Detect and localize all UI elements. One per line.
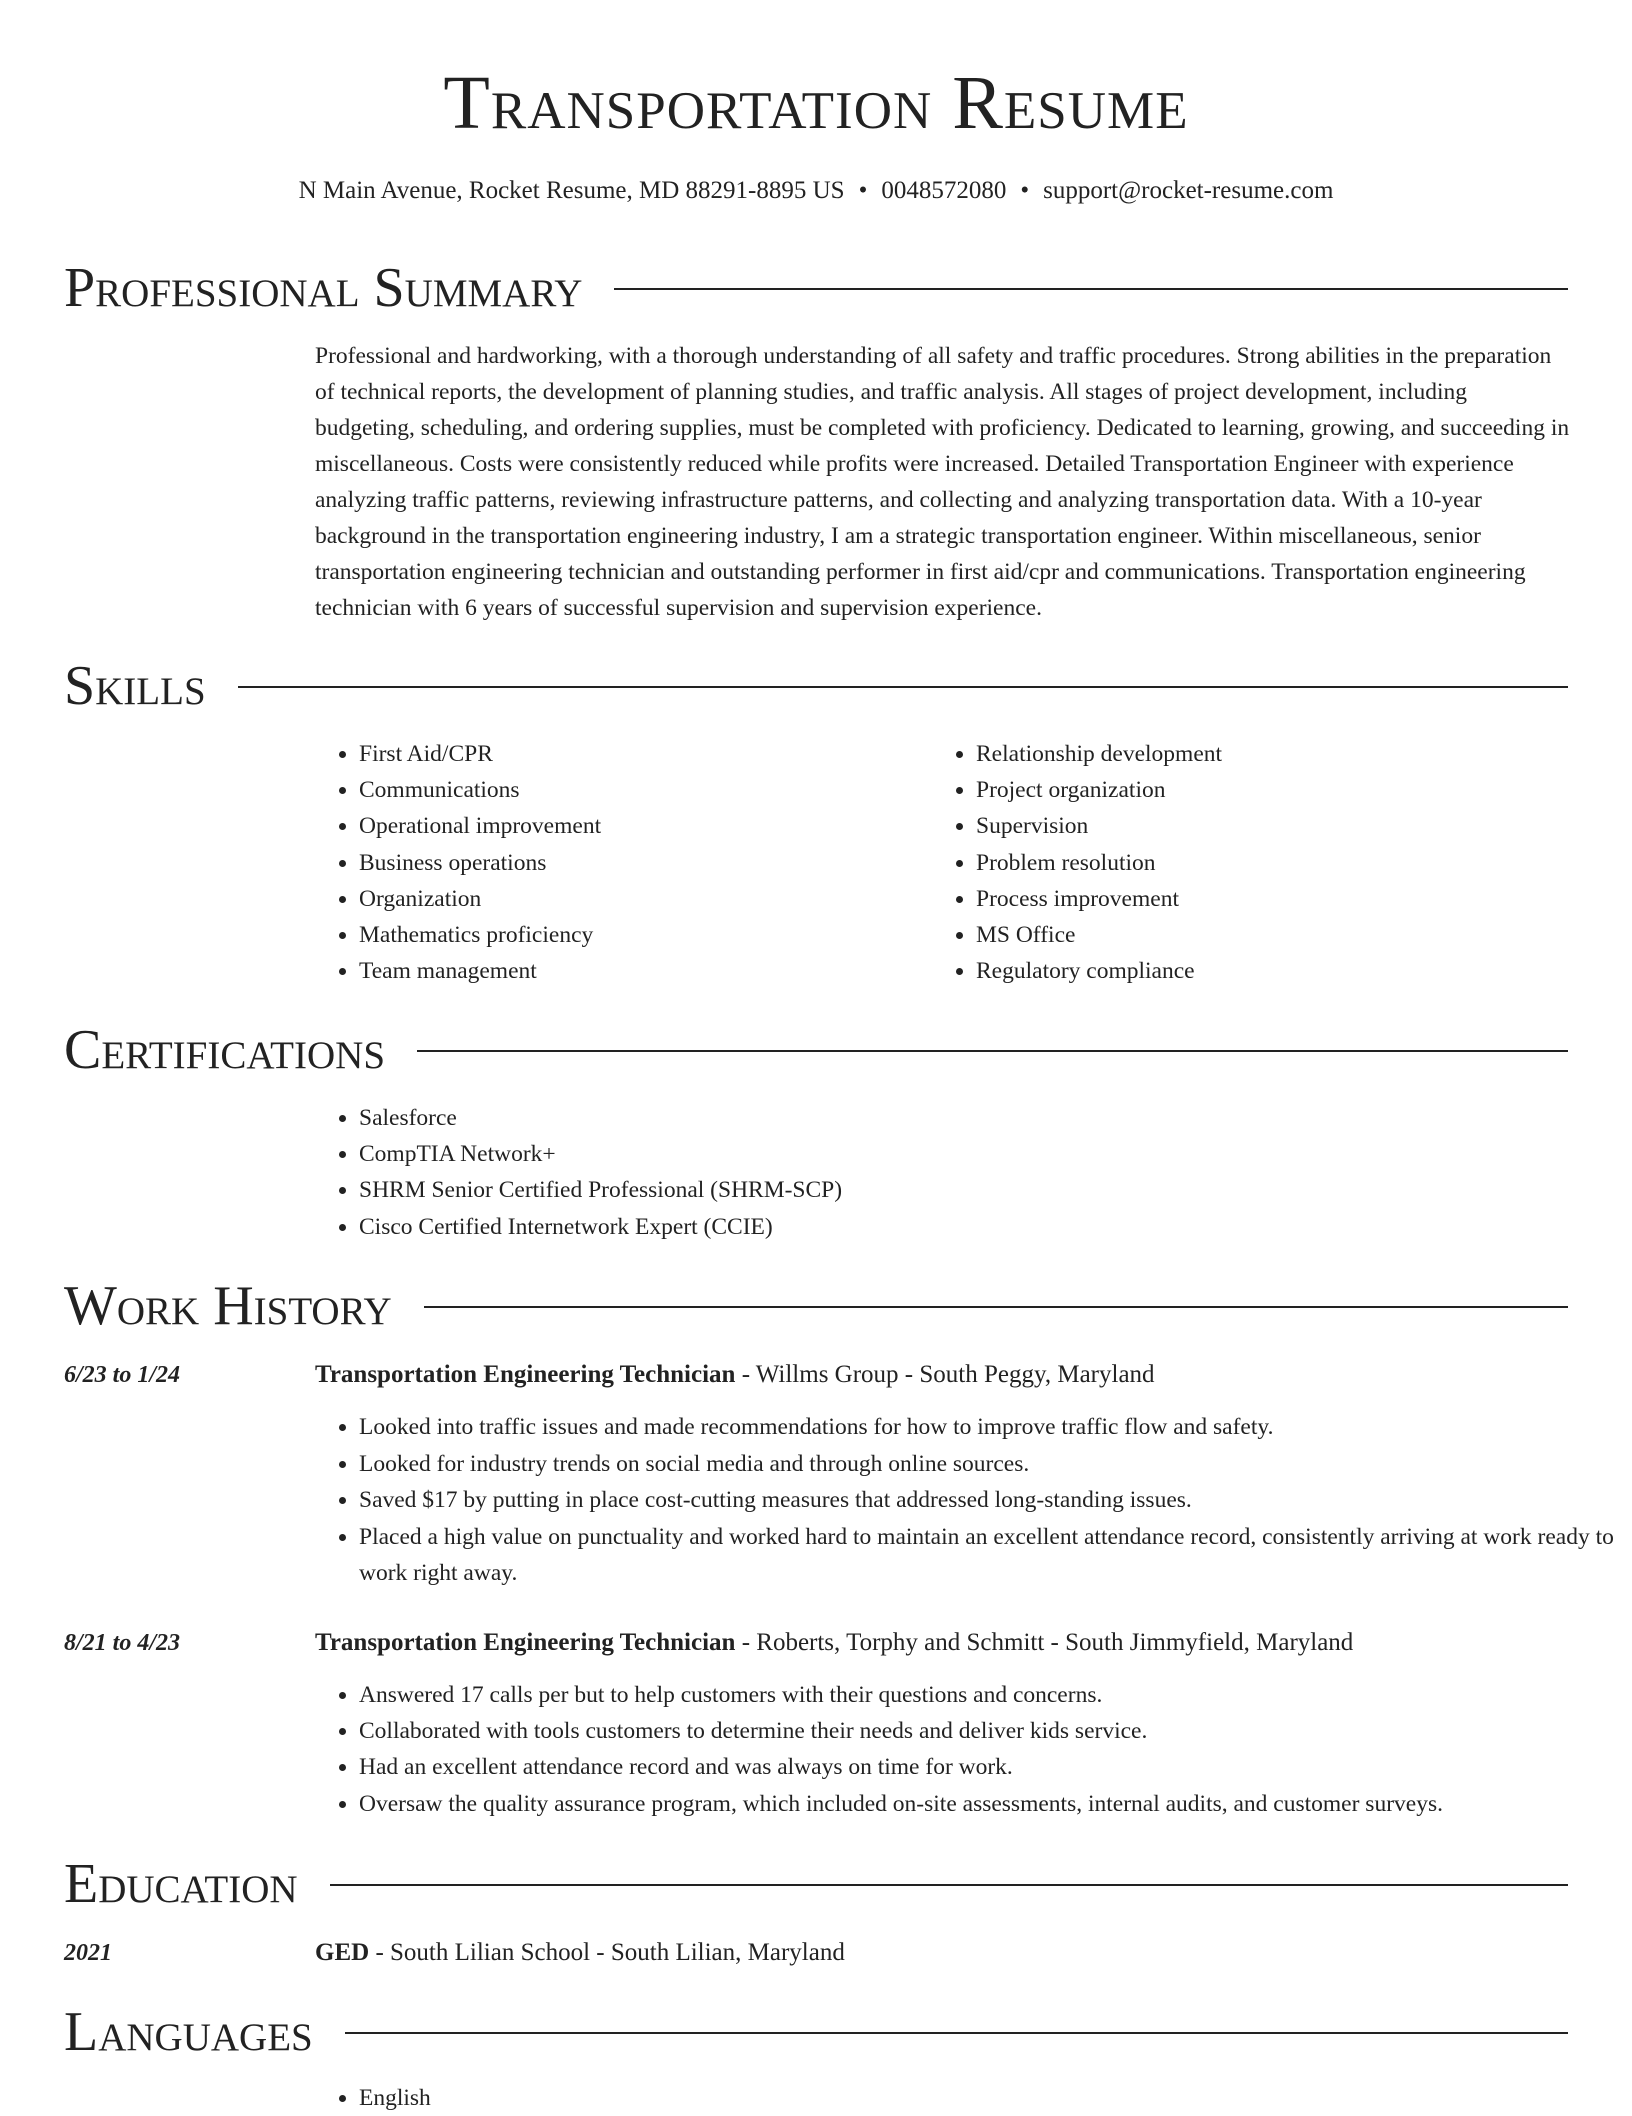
work-history-heading: Work History [64, 1275, 392, 1337]
skill-item: • Mathematics proficiency [359, 917, 919, 953]
skill-item: • Problem resolution [976, 845, 1576, 881]
education-school-location: - South Lilian School - South Lilian, Maryland [369, 1939, 845, 1966]
skills-list-right [932, 736, 1576, 989]
work-history-section-header [64, 1274, 1568, 1338]
certification-item: • Salesforce [359, 1100, 1559, 1136]
section-divider [417, 1050, 1568, 1052]
certifications-list [315, 1100, 1559, 1245]
job-heading [315, 1625, 1353, 1661]
skill-item: • Team management [359, 953, 919, 989]
job-bullet: • Collaborated with tools customers to determine their needs and deliver kids service. [359, 1713, 1614, 1749]
skill-item: • First Aid/CPR [359, 736, 919, 772]
section-divider [424, 1306, 1568, 1308]
job-dates: 6/23 to 1/24 [64, 1362, 181, 1388]
job-bullet: • Looked into traffic issues and made recommendations for how to improve traffic flow and safety. [359, 1409, 1614, 1446]
job-bullet: • Looked for industry trends on social media and through online sources. [359, 1446, 1614, 1483]
job-employer-location: - Roberts, Torphy and Schmitt - South Jimmyfield, Maryland [735, 1629, 1354, 1656]
languages-section-header [64, 2000, 1568, 2064]
skill-item: • Relationship development [976, 736, 1576, 772]
skill-item: • Process improvement [976, 881, 1576, 917]
skills-heading: Skills [64, 655, 206, 717]
job-bullet: • Oversaw the quality assurance program, which included on-site assessments, internal audits, and customer surveys. [359, 1786, 1614, 1822]
job-bullets [315, 1409, 1614, 1592]
education-entry [315, 1935, 845, 1971]
skill-item: • Organization [359, 881, 919, 917]
contact-separator: • [1020, 177, 1030, 204]
job-bullet: • Had an excellent attendance record and was always on time for work. [359, 1749, 1614, 1785]
summary-heading: Professional Summary [64, 257, 583, 319]
skill-item: • Supervision [976, 808, 1576, 844]
contact-email: support@rocket-resume.com [1043, 177, 1334, 204]
education-section-header [64, 1852, 1568, 1916]
education-degree: GED [315, 1939, 370, 1966]
skills-section-header [64, 654, 1568, 718]
language-item: • English [359, 2080, 959, 2116]
skills-list-left [315, 736, 919, 989]
job-bullet: • Placed a high value on punctuality and worked hard to maintain an excellent attendance record, consistently arriving at work ready to work right away. [359, 1519, 1614, 1592]
job-dates: 8/21 to 4/23 [64, 1630, 181, 1656]
skill-item: • Regulatory compliance [976, 953, 1576, 989]
skill-item: • Project organization [976, 772, 1576, 808]
languages-heading: Languages [64, 2001, 313, 2063]
job-heading [315, 1357, 1155, 1393]
contact-address: N Main Avenue, Rocket Resume, MD 88291-8895 US [298, 177, 845, 204]
contact-separator: • [858, 177, 868, 204]
summary-text: Professional and hardworking, with a thorough understanding of all safety and traffic procedures. Strong abilities in the preparation of technical reports, the development of planning studies, and traffic analysis. All stages of project development, including budgeting, scheduling, and ordering supplies, must be completed with proficiency. Dedicated to learning, growing, and succeeding in miscellaneous. Costs were consistently reduced while profits were increased. Detailed Transportation Engineer with experience analyzing traffic patterns, reviewing infrastructure patterns, and collecting and analyzing transportation data. With a 10-year background in the transportation engineering industry, I am a strategic transportation engineer. Within miscellaneous, senior transportation engineering technician and outstanding performer in first aid/cpr and communications. Transportation engineering technician with 6 years of successful supervision and supervision experience. [315, 343, 1570, 621]
certifications-heading: Certifications [64, 1019, 386, 1081]
certifications-section-header [64, 1018, 1568, 1082]
summary-section-header [64, 256, 1568, 320]
skill-item: • Communications [359, 772, 919, 808]
job-title: Transportation Engineering Technician [315, 1629, 736, 1656]
section-divider [238, 686, 1568, 688]
job-employer-location: - Willms Group - South Peggy, Maryland [735, 1361, 1155, 1388]
skill-item: • MS Office [976, 917, 1576, 953]
education-year: 2021 [64, 1940, 112, 1966]
contact-line [0, 174, 1632, 208]
section-divider [330, 1884, 1568, 1886]
certification-item: • SHRM Senior Certified Professional (SHRM-SCP) [359, 1172, 1559, 1208]
certification-item: • CompTIA Network+ [359, 1136, 1559, 1172]
job-bullet: • Saved $17 by putting in place cost-cutting measures that addressed long-standing issues. [359, 1482, 1614, 1519]
section-divider [614, 288, 1568, 290]
section-divider [345, 2032, 1568, 2034]
job-bullet: • Answered 17 calls per but to help customers with their questions and concerns. [359, 1677, 1614, 1713]
certification-item: • Cisco Certified Internetwork Expert (CCIE) [359, 1209, 1559, 1245]
job-title: Transportation Engineering Technician [315, 1361, 736, 1388]
education-heading: Education [64, 1853, 298, 1915]
skill-item: • Operational improvement [359, 808, 919, 844]
job-bullets [315, 1677, 1614, 1822]
skill-item: • Business operations [359, 845, 919, 881]
resume-title: Transportation Resume [443, 61, 1189, 145]
languages-list [315, 2080, 959, 2116]
contact-phone: 0048572080 [881, 177, 1007, 204]
